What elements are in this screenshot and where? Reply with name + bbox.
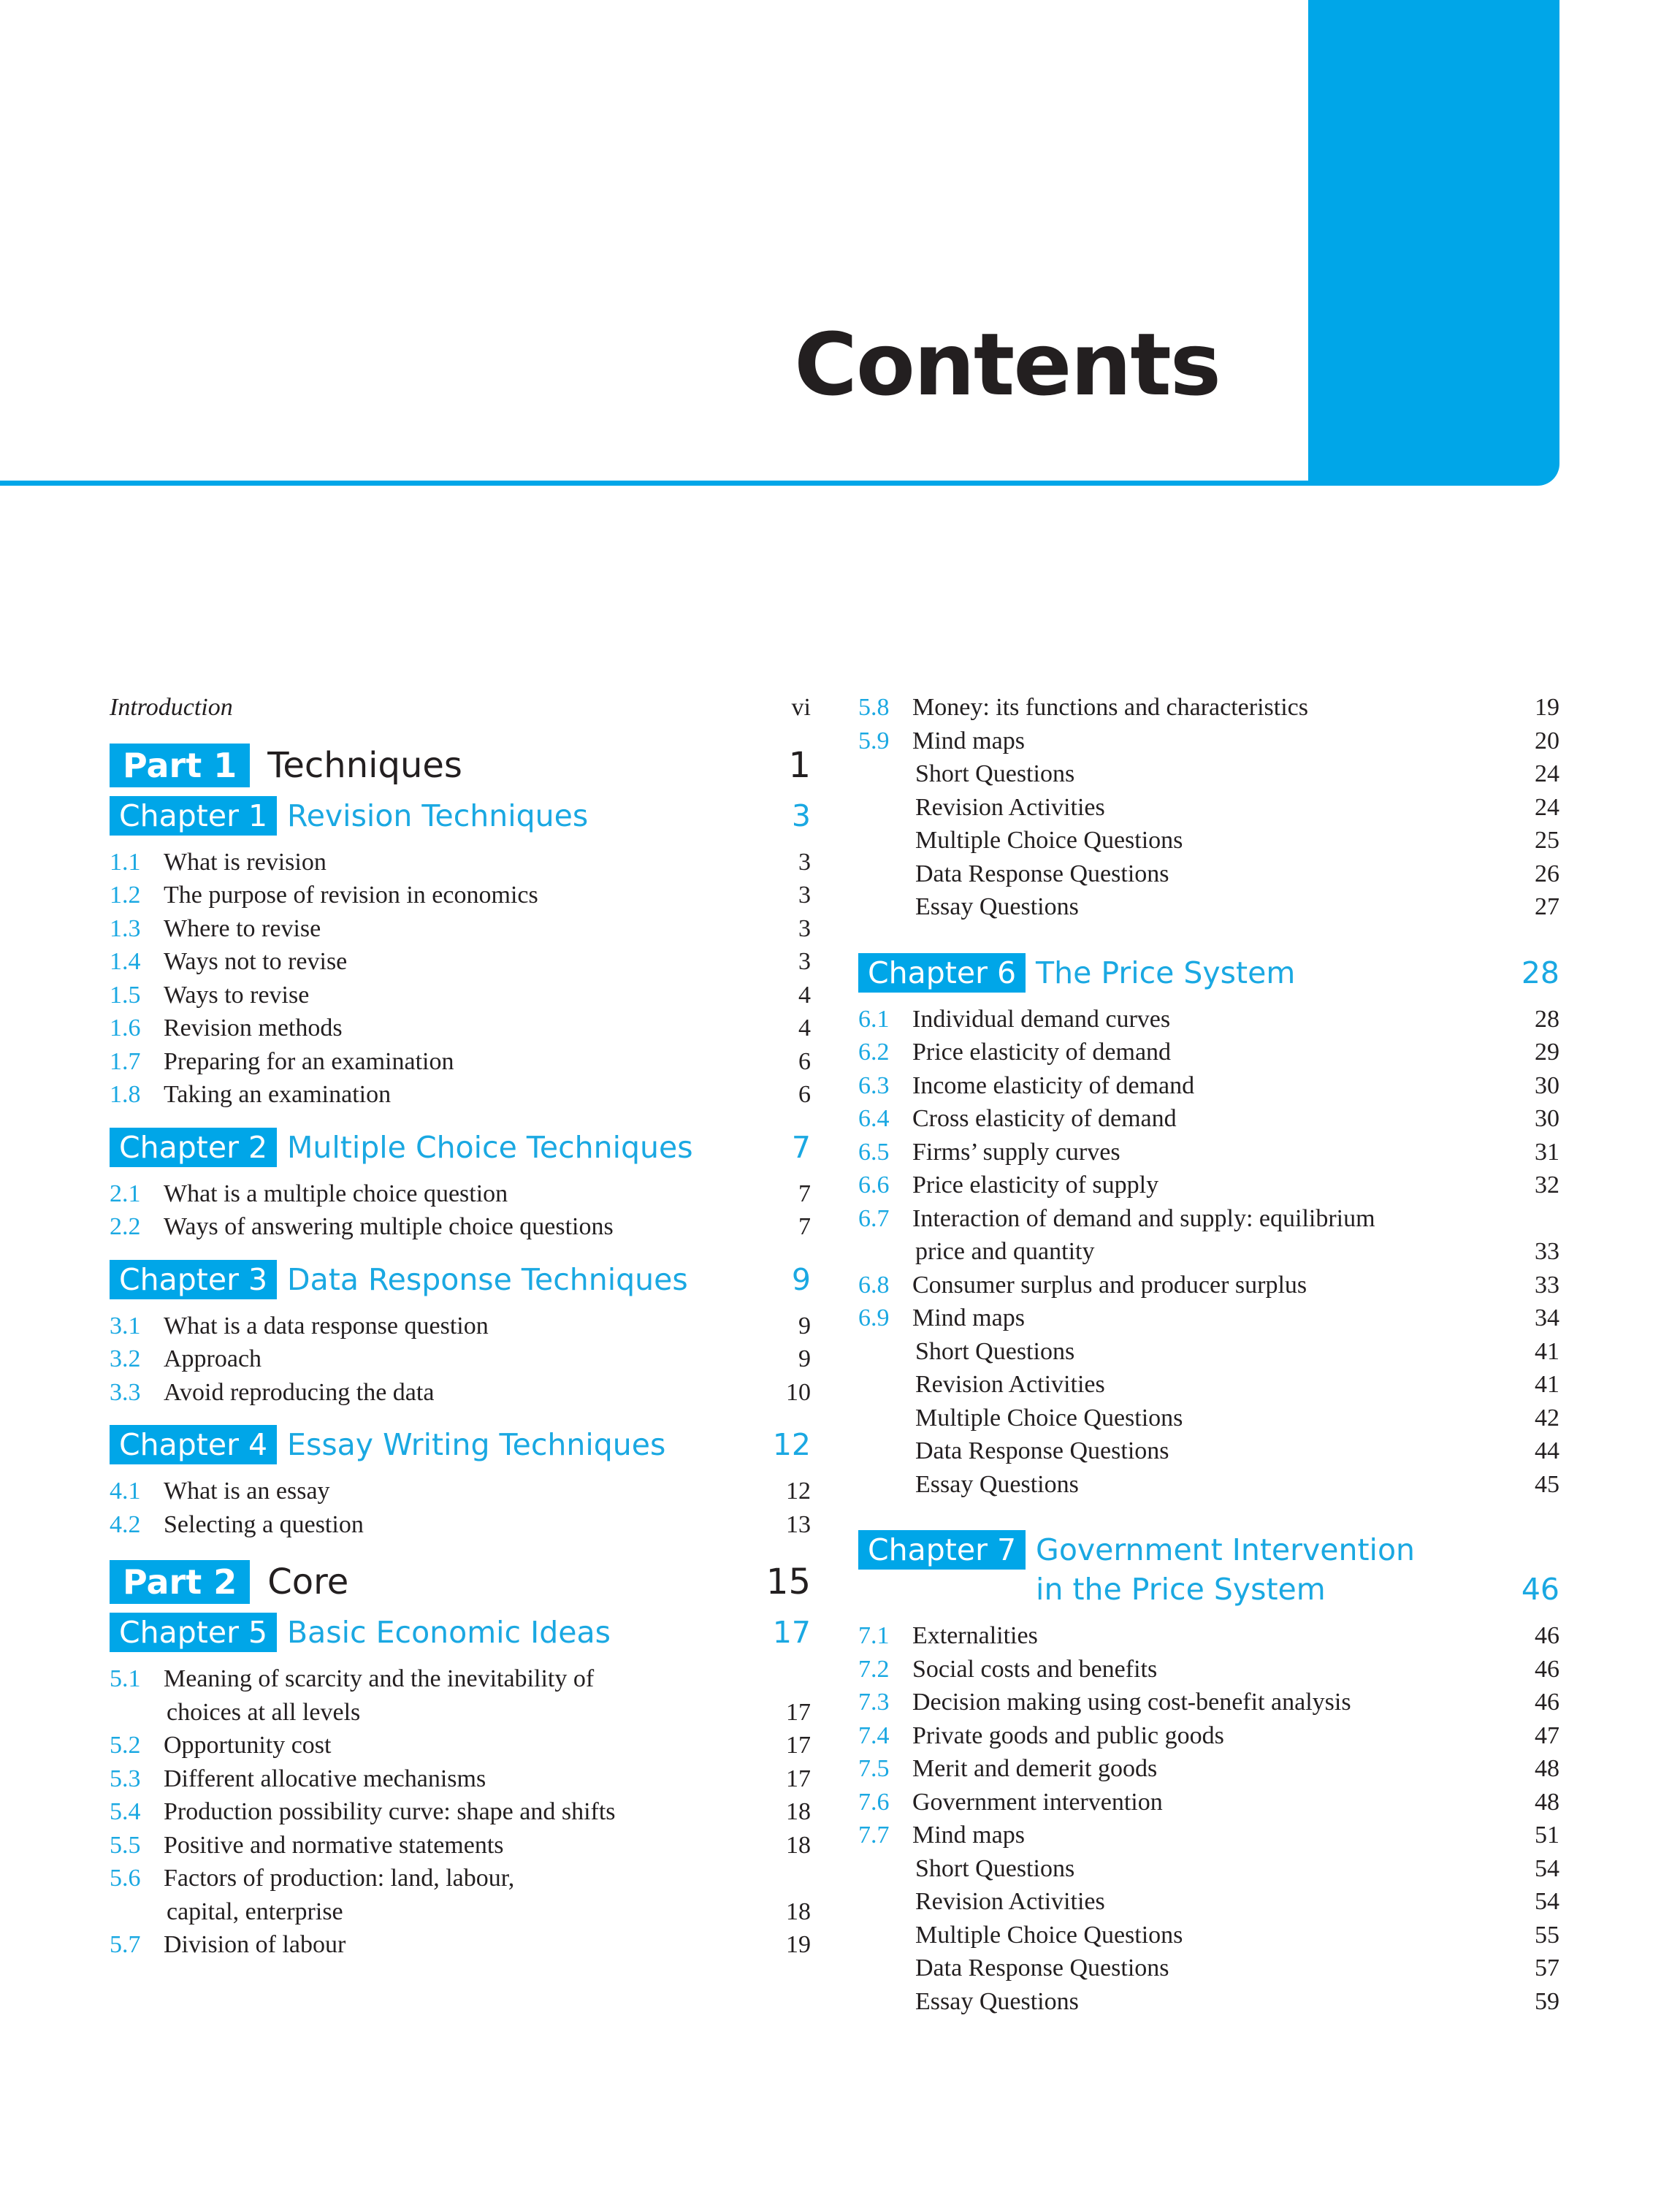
entry-text: Cross elasticity of demand	[912, 1105, 1177, 1132]
entry-number: 5.7	[110, 1931, 141, 1958]
entry-text: Interaction of demand and supply: equilibrium	[912, 1204, 1375, 1232]
entry-text: Where to revise	[164, 914, 321, 942]
toc-entry[interactable]	[858, 757, 1559, 791]
entry-page: 12	[786, 1478, 811, 1505]
chapter-label: Chapter 6	[858, 953, 1026, 993]
entry-page: 55	[1535, 1921, 1559, 1949]
part-heading-2[interactable]	[110, 1560, 811, 1604]
entry-number: 6.8	[858, 1271, 890, 1299]
chapter-title: Data Response Techniques	[287, 1261, 688, 1297]
entry-page: 42	[1535, 1404, 1559, 1432]
entry-text: Revision Activities	[915, 793, 1105, 821]
entry-text: What is a data response question	[164, 1312, 489, 1340]
entry-page: 10	[786, 1378, 811, 1406]
toc-entry[interactable]	[110, 1795, 811, 1829]
entry-text: Short Questions	[915, 1337, 1075, 1365]
toc-entry[interactable]	[858, 1368, 1559, 1402]
chapter-page: 3	[791, 798, 811, 833]
entry-page: 24	[1535, 760, 1559, 787]
toc-entry[interactable]	[858, 725, 1559, 758]
entry-text: The purpose of revision in economics	[164, 882, 538, 909]
entry-page: 31	[1535, 1138, 1559, 1166]
entry-page: 9	[798, 1312, 811, 1340]
entry-text: Essay Questions	[915, 1470, 1079, 1498]
entry-page: 18	[786, 1831, 811, 1859]
entry-text: Short Questions	[915, 760, 1075, 787]
toc-entry[interactable]	[858, 1786, 1559, 1819]
chapter-label: Chapter 5	[110, 1613, 277, 1652]
toc-entry[interactable]	[858, 1235, 1559, 1269]
entry-number: 5.1	[110, 1665, 141, 1692]
entry-page: 27	[1535, 893, 1559, 920]
entry-text: Ways of answering multiple choice questions	[164, 1213, 614, 1240]
entry-text: Meaning of scarcity and the inevitability of	[164, 1665, 595, 1692]
entry-number	[858, 1952, 912, 1985]
chapter-heading-3[interactable]	[110, 1260, 811, 1299]
entry-number: 4.1	[110, 1478, 141, 1505]
entry-page: 18	[786, 1898, 811, 1925]
entry-number: 7.6	[858, 1788, 890, 1816]
entry-page: 9	[798, 1345, 811, 1372]
entry-page: 32	[1535, 1172, 1559, 1199]
entry-text: Mind maps	[912, 1304, 1025, 1331]
chapter-6-entries	[858, 1003, 1559, 1502]
entry-text: Data Response Questions	[915, 1954, 1169, 1981]
entry-page: 24	[1535, 793, 1559, 821]
toc-entry[interactable]	[858, 1069, 1559, 1103]
toc-entry[interactable]	[858, 1036, 1559, 1069]
chapter-title: Basic Economic Ideas	[287, 1615, 611, 1650]
entry-text: Mind maps	[912, 727, 1025, 754]
entry-text: Division of labour	[164, 1931, 346, 1958]
entry-number: 5.3	[110, 1765, 141, 1792]
toc-entry[interactable]	[110, 1696, 811, 1730]
entry-page: 46	[1535, 1655, 1559, 1683]
chapter-title: Essay Writing Techniques	[287, 1427, 666, 1462]
entry-page: 6	[798, 1047, 811, 1075]
entry-number	[858, 1885, 912, 1919]
entry-text: capital, enterprise	[167, 1898, 343, 1925]
entry-text: Income elasticity of demand	[912, 1071, 1195, 1099]
entry-page: 48	[1535, 1755, 1559, 1782]
entry-text: Introduction	[110, 694, 233, 721]
part-page: 1	[788, 744, 811, 786]
entry-number: 5.4	[110, 1798, 141, 1825]
toc-entry[interactable]	[858, 1269, 1559, 1302]
entry-number	[858, 1434, 912, 1468]
entry-number: 1.1	[110, 848, 141, 876]
entry-number: 5.5	[110, 1831, 141, 1859]
entry-text: What is revision	[164, 848, 327, 876]
entry-page: 33	[1535, 1271, 1559, 1299]
entry-page: 30	[1535, 1105, 1559, 1132]
entry-number: 6.3	[858, 1071, 890, 1099]
entry-number: 2.2	[110, 1213, 141, 1240]
entry-number: 5.8	[858, 694, 890, 721]
toc-entry[interactable]	[858, 691, 1559, 725]
chapter-label: Chapter 3	[110, 1260, 277, 1299]
chapter-heading-2[interactable]	[110, 1128, 811, 1167]
chapter-7-entries	[858, 1619, 1559, 2018]
entry-number: 7.1	[858, 1622, 890, 1649]
entry-number: 7.5	[858, 1755, 890, 1782]
chapter-5-entries-part-a	[110, 1662, 811, 1962]
entry-text: Firms’ supply curves	[912, 1138, 1120, 1166]
entry-number: 2.1	[110, 1180, 141, 1207]
toc-entry[interactable]	[858, 1003, 1559, 1036]
entry-page: 4	[798, 981, 811, 1009]
toc-entry[interactable]	[858, 1653, 1559, 1686]
chapter-heading-6[interactable]	[858, 953, 1559, 993]
entry-number	[858, 1985, 912, 2019]
entry-text: Data Response Questions	[915, 860, 1169, 887]
entry-page: 17	[786, 1765, 811, 1792]
entry-page: 34	[1535, 1304, 1559, 1331]
chapter-title	[1036, 1530, 1415, 1609]
entry-page: 51	[1535, 1822, 1559, 1849]
entry-number: 7.7	[858, 1822, 890, 1849]
toc-entry-introduction[interactable]	[110, 691, 811, 725]
toc-entry[interactable]	[110, 1829, 811, 1862]
entry-text: Avoid reproducing the data	[164, 1378, 435, 1406]
chapter-2-entries	[110, 1177, 811, 1244]
entry-page: 18	[786, 1798, 811, 1825]
entry-page: 3	[798, 848, 811, 876]
entry-text: Selecting a question	[164, 1510, 364, 1538]
entry-number	[858, 857, 912, 891]
entry-text: Short Questions	[915, 1854, 1075, 1882]
entry-number	[858, 1468, 912, 1502]
part-label: Part 1	[110, 744, 250, 787]
entry-page: 46	[1535, 1689, 1559, 1716]
entry-text: Revision methods	[164, 1014, 343, 1042]
entry-number	[110, 1696, 164, 1730]
entry-number: 1.8	[110, 1081, 141, 1108]
toc-entry[interactable]	[110, 1045, 811, 1079]
chapter-title: Multiple Choice Techniques	[287, 1129, 693, 1165]
entry-text: What is a multiple choice question	[164, 1180, 508, 1207]
entry-text: price and quantity	[915, 1238, 1095, 1265]
chapter-heading-4[interactable]	[110, 1425, 811, 1464]
entry-page: 25	[1535, 827, 1559, 854]
entry-page: 41	[1535, 1337, 1559, 1365]
entry-page: 7	[798, 1213, 811, 1240]
toc-entry[interactable]	[858, 824, 1559, 857]
toc-entry[interactable]	[110, 1475, 811, 1508]
toc-entry[interactable]	[858, 1434, 1559, 1468]
entry-text: Factors of production: land, labour,	[164, 1865, 515, 1892]
entry-page: 59	[1535, 1987, 1559, 2015]
entry-number	[858, 890, 912, 924]
toc-entry[interactable]	[110, 1210, 811, 1244]
entry-number: 5.6	[110, 1865, 141, 1892]
entry-page: 3	[798, 948, 811, 975]
entry-number	[858, 1919, 912, 1952]
entry-text: Different allocative mechanisms	[164, 1765, 486, 1792]
toc-entry[interactable]	[858, 1468, 1559, 1502]
entry-page: 26	[1535, 860, 1559, 887]
chapter-title: Revision Techniques	[287, 798, 589, 833]
chapter-page: 28	[1521, 955, 1559, 990]
entry-text: Ways not to revise	[164, 948, 348, 975]
entry-text: Mind maps	[912, 1822, 1025, 1849]
entry-text: Price elasticity of demand	[912, 1039, 1172, 1066]
toc-entry[interactable]	[858, 1852, 1559, 1886]
entry-number: 3.1	[110, 1312, 141, 1340]
entry-page: 57	[1535, 1954, 1559, 1981]
toc-entry[interactable]	[110, 912, 811, 946]
corner-tab	[1308, 0, 1559, 486]
chapter-3-entries	[110, 1310, 811, 1410]
toc-entry[interactable]	[858, 1402, 1559, 1435]
entry-page: 45	[1535, 1470, 1559, 1498]
chapter-title-line-2: in the Price System	[1036, 1572, 1326, 1607]
toc-entry[interactable]	[858, 1819, 1559, 1852]
entry-number	[858, 1335, 912, 1369]
entry-text: Production possibility curve: shape and shifts	[164, 1798, 616, 1825]
entry-number	[858, 757, 912, 791]
entry-number: 1.5	[110, 981, 141, 1009]
entry-number: 6.4	[858, 1105, 890, 1132]
entry-text: Consumer surplus and producer surplus	[912, 1271, 1307, 1299]
chapter-page: 9	[791, 1261, 811, 1297]
entry-number: 7.4	[858, 1721, 890, 1749]
entry-number	[858, 1235, 912, 1269]
toc-entry[interactable]	[858, 1619, 1559, 1653]
entry-number	[110, 1895, 164, 1929]
toc-entry[interactable]	[110, 1662, 811, 1696]
chapter-heading-7[interactable]	[858, 1530, 1559, 1609]
toc-entry[interactable]	[858, 1302, 1559, 1335]
entry-page: 44	[1535, 1437, 1559, 1464]
toc-entry[interactable]	[110, 1895, 811, 1929]
entry-text: Data Response Questions	[915, 1437, 1169, 1464]
entry-text: choices at all levels	[167, 1698, 361, 1726]
chapter-5-entries-part-b	[858, 691, 1559, 924]
toc-entry[interactable]	[110, 1012, 811, 1045]
entry-page: 20	[1535, 727, 1559, 754]
chapter-page: 17	[772, 1615, 811, 1650]
entry-number: 6.6	[858, 1172, 890, 1199]
entry-text: Ways to revise	[164, 981, 310, 1009]
entry-number: 3.3	[110, 1378, 141, 1406]
toc-entry[interactable]	[110, 1729, 811, 1762]
entry-number: 1.6	[110, 1014, 141, 1042]
entry-page: 3	[798, 882, 811, 909]
entry-page: 4	[798, 1014, 811, 1042]
entry-text: Individual demand curves	[912, 1005, 1171, 1033]
toc-entry[interactable]	[858, 1719, 1559, 1753]
entry-number: 3.2	[110, 1345, 141, 1372]
toc-entry[interactable]	[858, 1102, 1559, 1136]
entry-page: 47	[1535, 1721, 1559, 1749]
toc-entry[interactable]	[858, 1335, 1559, 1369]
entry-number: 7.2	[858, 1655, 890, 1683]
entry-number: 1.7	[110, 1047, 141, 1075]
part-page: 15	[765, 1562, 811, 1602]
entry-page: 13	[786, 1510, 811, 1538]
toc-entry[interactable]	[110, 979, 811, 1012]
entry-text: Multiple Choice Questions	[915, 1921, 1183, 1949]
chapter-page: 46	[1521, 1572, 1559, 1607]
toc-entry[interactable]	[858, 1952, 1559, 1985]
entry-number	[858, 1852, 912, 1886]
toc-entry[interactable]	[110, 1508, 811, 1542]
toc-entry[interactable]	[858, 1686, 1559, 1719]
entry-number: 6.5	[858, 1138, 890, 1166]
toc-entry[interactable]	[110, 1762, 811, 1796]
entry-number: 4.2	[110, 1510, 141, 1538]
entry-page: vi	[791, 694, 811, 721]
entry-text: Decision making using cost-benefit analysis	[912, 1689, 1351, 1716]
entry-page: 17	[786, 1698, 811, 1726]
toc-entry[interactable]	[858, 1136, 1559, 1169]
entry-text: Social costs and benefits	[912, 1655, 1158, 1683]
entry-number	[858, 824, 912, 857]
entry-text: Approach	[164, 1345, 262, 1372]
chapter-heading-5[interactable]	[110, 1613, 811, 1652]
entry-page: 19	[786, 1931, 811, 1958]
entry-page: 30	[1535, 1071, 1559, 1099]
entry-number: 5.9	[858, 727, 890, 754]
entry-number: 1.2	[110, 882, 141, 909]
entry-number	[858, 791, 912, 825]
entry-page: 48	[1535, 1788, 1559, 1816]
toc-entry[interactable]	[858, 1202, 1559, 1236]
part-label: Part 2	[110, 1560, 250, 1604]
toc-entry[interactable]	[858, 1919, 1559, 1952]
entry-text: Taking an examination	[164, 1081, 392, 1108]
entry-page: 7	[798, 1180, 811, 1207]
toc-entry[interactable]	[110, 1310, 811, 1343]
toc-entry[interactable]	[858, 890, 1559, 924]
entry-number: 7.3	[858, 1689, 890, 1716]
entry-text: Revision Activities	[915, 1888, 1105, 1915]
chapter-title-line-1: Government Intervention	[1036, 1532, 1416, 1567]
toc-entry[interactable]	[110, 1177, 811, 1211]
entry-text: Externalities	[912, 1622, 1038, 1649]
toc-entry[interactable]	[858, 1752, 1559, 1786]
entry-number: 6.2	[858, 1039, 890, 1066]
toc-entry[interactable]	[110, 846, 811, 879]
entry-page: 29	[1535, 1039, 1559, 1066]
chapter-page: 7	[791, 1129, 811, 1165]
chapter-label: Chapter 2	[110, 1128, 277, 1167]
entry-page: 3	[798, 914, 811, 942]
entry-text: Preparing for an examination	[164, 1047, 454, 1075]
entry-number: 6.9	[858, 1304, 890, 1331]
chapter-4-entries	[110, 1475, 811, 1541]
entry-number: 1.4	[110, 948, 141, 975]
entry-number: 6.7	[858, 1204, 890, 1232]
entry-number: 1.3	[110, 914, 141, 942]
entry-page: 54	[1535, 1854, 1559, 1882]
entry-text: Price elasticity of supply	[912, 1172, 1159, 1199]
entry-text: Opportunity cost	[164, 1732, 332, 1759]
chapter-label: Chapter 7	[858, 1530, 1026, 1570]
entry-text: Essay Questions	[915, 893, 1079, 920]
entry-text: Multiple Choice Questions	[915, 1404, 1183, 1432]
toc-entry[interactable]	[858, 1885, 1559, 1919]
page-title: Contents	[794, 314, 1220, 415]
part-title: Techniques	[267, 744, 462, 786]
toc-entry[interactable]	[858, 791, 1559, 825]
entry-number: 6.1	[858, 1005, 890, 1033]
entry-page: 33	[1535, 1238, 1559, 1265]
toc-entry[interactable]	[110, 1376, 811, 1410]
part-title: Core	[267, 1562, 349, 1602]
entry-page: 54	[1535, 1888, 1559, 1915]
entry-page: 17	[786, 1732, 811, 1759]
entry-page: 28	[1535, 1005, 1559, 1033]
entry-text: What is an essay	[164, 1478, 330, 1505]
chapter-heading-1[interactable]	[110, 796, 811, 836]
entry-text: Private goods and public goods	[912, 1721, 1224, 1749]
entry-number	[858, 1368, 912, 1402]
toc-right-column	[858, 691, 1559, 2018]
chapter-label: Chapter 1	[110, 796, 277, 836]
entry-page: 19	[1535, 694, 1559, 721]
header-rule	[0, 481, 1315, 486]
toc-entry[interactable]	[858, 1169, 1559, 1202]
entry-number: 5.2	[110, 1732, 141, 1759]
chapter-label: Chapter 4	[110, 1425, 277, 1464]
toc-entry[interactable]	[110, 879, 811, 912]
toc-entry[interactable]	[858, 1985, 1559, 2019]
toc-entry[interactable]	[110, 945, 811, 979]
part-heading-1[interactable]	[110, 744, 811, 787]
toc-entry[interactable]	[110, 1342, 811, 1376]
entry-text: Revision Activities	[915, 1371, 1105, 1398]
entry-page: 6	[798, 1081, 811, 1108]
entry-text: Money: its functions and characteristics	[912, 694, 1308, 721]
entry-text: Merit and demerit goods	[912, 1755, 1158, 1782]
entry-page: 41	[1535, 1371, 1559, 1398]
chapter-page: 12	[772, 1427, 811, 1462]
entry-text: Positive and normative statements	[164, 1831, 504, 1859]
entry-text: Multiple Choice Questions	[915, 827, 1183, 854]
chapter-1-entries	[110, 846, 811, 1112]
entry-text: Government intervention	[912, 1788, 1163, 1816]
entry-number	[858, 1402, 912, 1435]
entry-text: Essay Questions	[915, 1987, 1079, 2015]
toc-entry[interactable]	[110, 1078, 811, 1112]
toc-entry[interactable]	[858, 857, 1559, 891]
toc-entry[interactable]	[110, 1928, 811, 1962]
chapter-title: The Price System	[1036, 955, 1296, 990]
toc-entry[interactable]	[110, 1862, 811, 1895]
entry-page: 46	[1535, 1622, 1559, 1649]
toc-left-column	[110, 691, 811, 1962]
